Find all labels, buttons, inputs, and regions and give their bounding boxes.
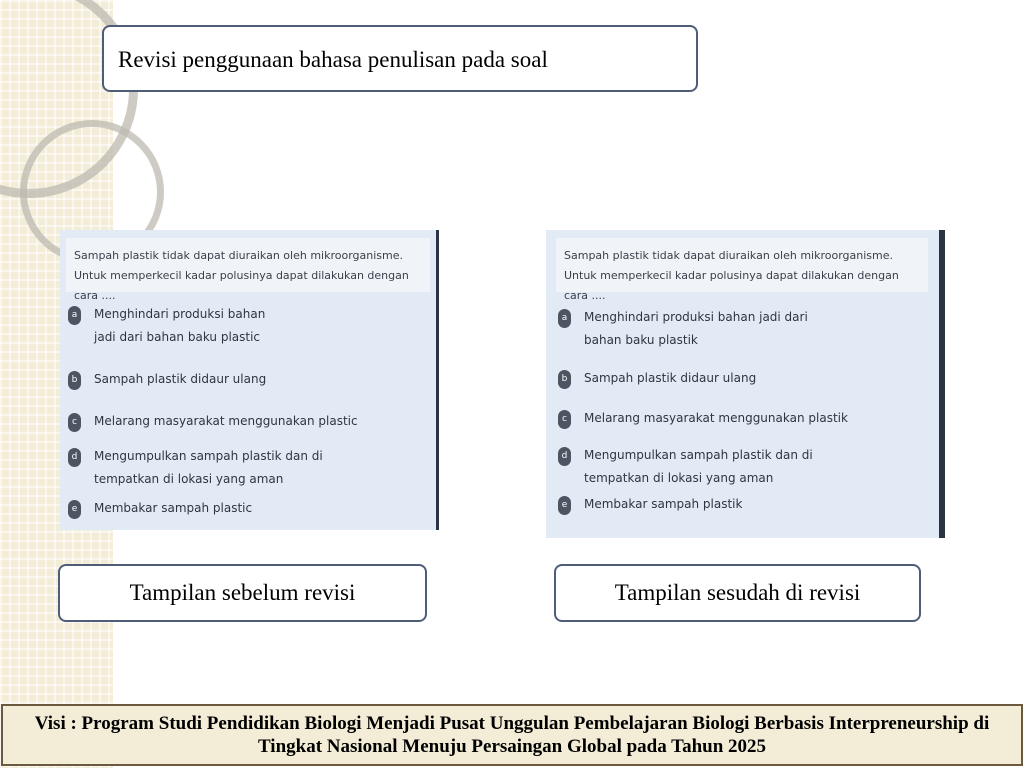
option-e <box>68 497 388 520</box>
option-letter-badge: c <box>68 413 81 432</box>
option-text: Menghindari produksi bahan jadi dari bahan baku plastik <box>584 310 808 347</box>
option-c <box>68 410 388 433</box>
option-a <box>558 306 843 352</box>
option-c <box>558 407 888 430</box>
option-letter-badge: b <box>558 370 571 389</box>
option-text: Melarang masyarakat menggunakan plastik <box>584 411 848 425</box>
option-text: Membakar sampah plastik <box>584 497 743 511</box>
caption-after: Tampilan sesudah di revisi <box>554 564 921 622</box>
option-text: Sampah plastik didaur ulang <box>94 372 267 386</box>
option-letter-badge: e <box>558 496 571 515</box>
option-letter-badge: e <box>68 500 81 519</box>
option-text: Mengumpulkan sampah plastik dan di tempatkan di lokasi yang aman <box>584 448 813 485</box>
option-d <box>68 445 333 491</box>
before-screenshot <box>60 230 439 530</box>
option-letter-badge: d <box>68 448 81 467</box>
slide-title: Revisi penggunaan bahasa penulisan pada soal <box>102 25 698 92</box>
option-letter-badge: c <box>558 410 571 429</box>
option-text: Sampah plastik didaur ulang <box>584 371 757 385</box>
option-letter-badge: a <box>558 309 571 328</box>
option-a <box>68 303 278 349</box>
option-b <box>558 367 888 390</box>
caption-before: Tampilan sebelum revisi <box>58 564 427 622</box>
after-screenshot <box>546 230 945 538</box>
vision-footer: Visi : Program Studi Pendidikan Biologi Menjadi Pusat Unggulan Pembelajaran Biologi Berbasis Interpreneurship di Tingkat Nasional Menuju Persaingan Global pada Tahun 2025 <box>1 704 1023 766</box>
question-text: Sampah plastik tidak dapat diuraikan oleh mikroorganisme. Untuk memperkecil kadar polusinya dapat dilakukan dengan cara .... <box>556 238 928 292</box>
option-text: Mengumpulkan sampah plastik dan di tempatkan di lokasi yang aman <box>94 449 323 486</box>
option-e <box>558 493 888 516</box>
option-letter-badge: d <box>558 447 571 466</box>
question-text: Sampah plastik tidak dapat diuraikan oleh mikroorganisme. Untuk memperkecil kadar polusinya dapat dilakukan dengan cara .... <box>66 238 430 292</box>
option-text: Membakar sampah plastic <box>94 501 253 515</box>
option-letter-badge: a <box>68 306 81 325</box>
option-text: Menghindari produksi bahan jadi dari bahan baku plastic <box>94 307 266 344</box>
option-b <box>68 368 388 391</box>
option-d <box>558 444 858 490</box>
option-letter-badge: b <box>68 371 81 390</box>
option-text: Melarang masyarakat menggunakan plastic <box>94 414 358 428</box>
